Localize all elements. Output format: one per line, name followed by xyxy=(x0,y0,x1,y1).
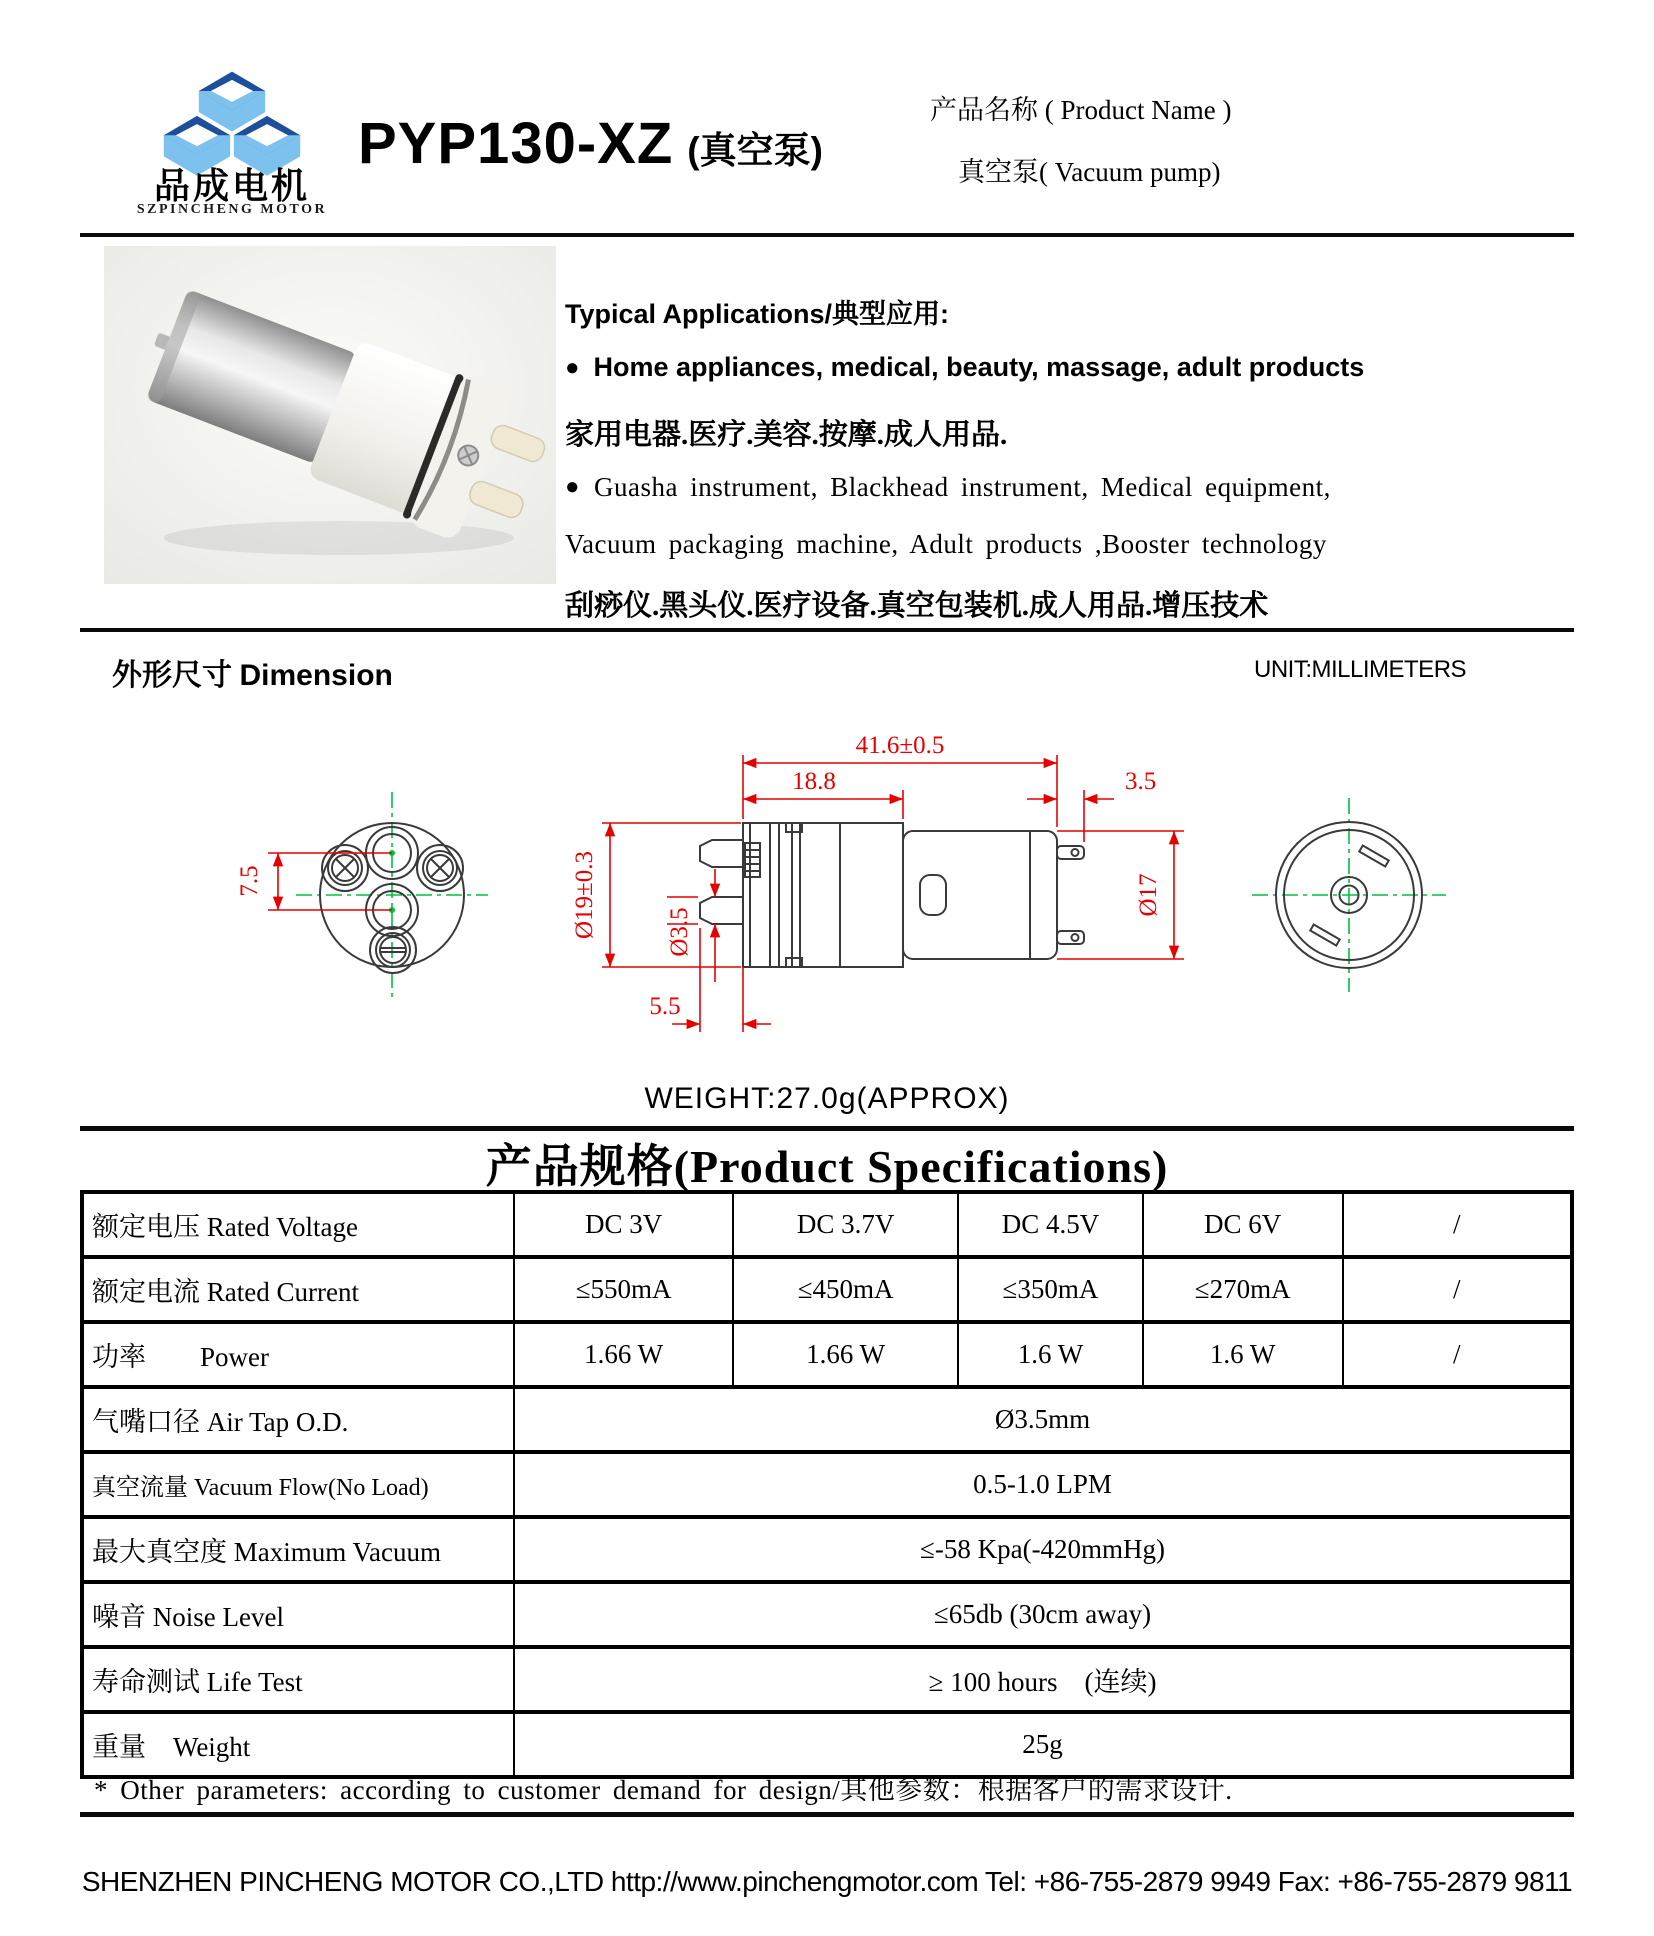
applications-bullet1-cn: 家用电器.医疗.美容.按摩.成人用品. xyxy=(565,419,1008,451)
table-row xyxy=(82,1452,1572,1517)
spec-value: ≤65db (30cm away) xyxy=(514,1582,1572,1647)
applications-bullet1-text: Home appliances, medical, beauty, massage, adult products xyxy=(593,352,1365,382)
spec-value: DC 6V xyxy=(1143,1192,1343,1257)
spec-value: 1.66 W xyxy=(514,1322,733,1387)
spec-label: 重量 Weight xyxy=(82,1712,514,1777)
spec-value: / xyxy=(1343,1322,1573,1387)
spec-value: 1.6 W xyxy=(1143,1322,1343,1387)
applications-bullet2-cn: 刮痧仪.黑头仪.医疗设备.真空包装机.成人用品.增压技术 xyxy=(565,590,1269,622)
table-row xyxy=(82,1192,1572,1257)
spec-value: DC 3V xyxy=(514,1192,733,1257)
bullet-icon: ● xyxy=(565,474,580,500)
table-row xyxy=(82,1647,1572,1712)
dimension-heading-en: Dimension xyxy=(239,659,393,692)
spec-value: ≤350mA xyxy=(958,1257,1143,1322)
weight-note: WEIGHT:27.0g(APPROX) xyxy=(644,1082,1010,1115)
spec-value: ≤550mA xyxy=(514,1257,733,1322)
dim-terminal-length: 3.5 xyxy=(1125,768,1157,795)
spec-label: 功率 Power xyxy=(82,1322,514,1387)
unit-label: UNIT:MILLIMETERS xyxy=(1254,656,1467,683)
spec-value: ≥ 100 hours (连续) xyxy=(514,1647,1572,1712)
applications-bullet2-line1: Guasha instrument, Blackhead instrument, Medical equipment, xyxy=(594,472,1331,502)
spec-value: 1.66 W xyxy=(733,1322,958,1387)
spec-table-title: 产品规格(Product Specifications) xyxy=(485,1141,1169,1192)
dim-motor-diameter: Ø17 xyxy=(1135,873,1162,917)
dim-total-length: 41.6±0.5 xyxy=(855,732,945,759)
table-row xyxy=(82,1257,1572,1322)
spec-table xyxy=(80,1190,1574,1779)
brand-name-en: SZPINCHENG MOTOR xyxy=(136,202,328,217)
spec-label: 额定电压 Rated Voltage xyxy=(82,1192,514,1257)
brand-name-cn: 品成电机 xyxy=(153,165,310,206)
spec-label: 额定电流 Rated Current xyxy=(82,1257,514,1322)
header-divider xyxy=(80,233,1574,237)
product-name-value: 真空泵( Vacuum pump) xyxy=(958,157,1221,187)
front-view xyxy=(296,792,488,1000)
model-number: PYP130-XZ xyxy=(358,111,674,176)
spec-label: 最大真空度 Maximum Vacuum xyxy=(82,1517,514,1582)
table-row xyxy=(82,1322,1572,1387)
bullet-icon: ● xyxy=(565,353,580,381)
spec-value: 1.6 W xyxy=(958,1322,1143,1387)
spec-value: / xyxy=(1343,1257,1573,1322)
dim-body-diameter: Ø19±0.3 xyxy=(571,850,598,940)
engineering-drawing xyxy=(82,680,1572,1080)
dim-port-spacing: 7.5 xyxy=(236,865,263,897)
applications-bullet2-line2: Vacuum packaging machine, Adult products ,Booster technology xyxy=(565,529,1327,559)
side-view xyxy=(700,823,1084,967)
spec-value: DC 3.7V xyxy=(733,1192,958,1257)
table-row xyxy=(82,1582,1572,1647)
spec-value: / xyxy=(1343,1192,1573,1257)
spec-value: ≤450mA xyxy=(733,1257,958,1322)
section-divider xyxy=(80,628,1574,632)
model-type-cn: (真空泵) xyxy=(687,130,823,171)
dim-nozzle-protrusion: 5.5 xyxy=(649,993,681,1020)
company-footer: SHENZHEN PINCHENG MOTOR CO.,LTD http://www.pinchengmotor.com Tel: +86-755-2879 9949 Fax: +86-755-2879 9811 xyxy=(81,1866,1573,1897)
dimension-drawing xyxy=(82,680,1572,1085)
table-row xyxy=(82,1387,1572,1452)
side-view-dimension-lines xyxy=(602,755,1184,1032)
dimension-heading-cn: 外形尺寸 xyxy=(112,659,232,692)
table-row xyxy=(82,1517,1572,1582)
spec-value: DC 4.5V xyxy=(958,1192,1143,1257)
spec-value: 0.5-1.0 LPM xyxy=(514,1452,1572,1517)
vacuum-pump-photo-illustration xyxy=(104,246,556,584)
spec-value: 25g xyxy=(514,1712,1572,1777)
dim-head-length: 18.8 xyxy=(792,768,836,795)
product-name-label: 产品名称 ( Product Name ) xyxy=(930,95,1232,125)
page-title xyxy=(358,110,823,177)
footer-divider xyxy=(80,1812,1574,1817)
spec-footnote: * Other parameters: according to customer demand for design/其他参数：根据客户的需求设计. xyxy=(94,1775,1233,1805)
spec-label: 真空流量 Vacuum Flow(No Load) xyxy=(82,1452,514,1517)
spec-label: 寿命测试 Life Test xyxy=(82,1647,514,1712)
dim-nozzle-diameter: Ø3.5 xyxy=(666,907,693,957)
spec-label: 气嘴口径 Air Tap O.D. xyxy=(82,1387,514,1452)
applications-bullet2 xyxy=(565,472,1331,503)
product-photo xyxy=(104,246,556,584)
spec-value: Ø3.5mm xyxy=(514,1387,1572,1452)
rear-view xyxy=(1252,798,1446,992)
applications-heading: Typical Applications/典型应用: xyxy=(565,299,950,329)
spec-value: ≤270mA xyxy=(1143,1257,1343,1322)
applications-bullet1 xyxy=(565,352,1364,383)
spec-value: ≤-58 Kpa(-420mmHg) xyxy=(514,1517,1572,1582)
spec-label: 噪音 Noise Level xyxy=(82,1582,514,1647)
